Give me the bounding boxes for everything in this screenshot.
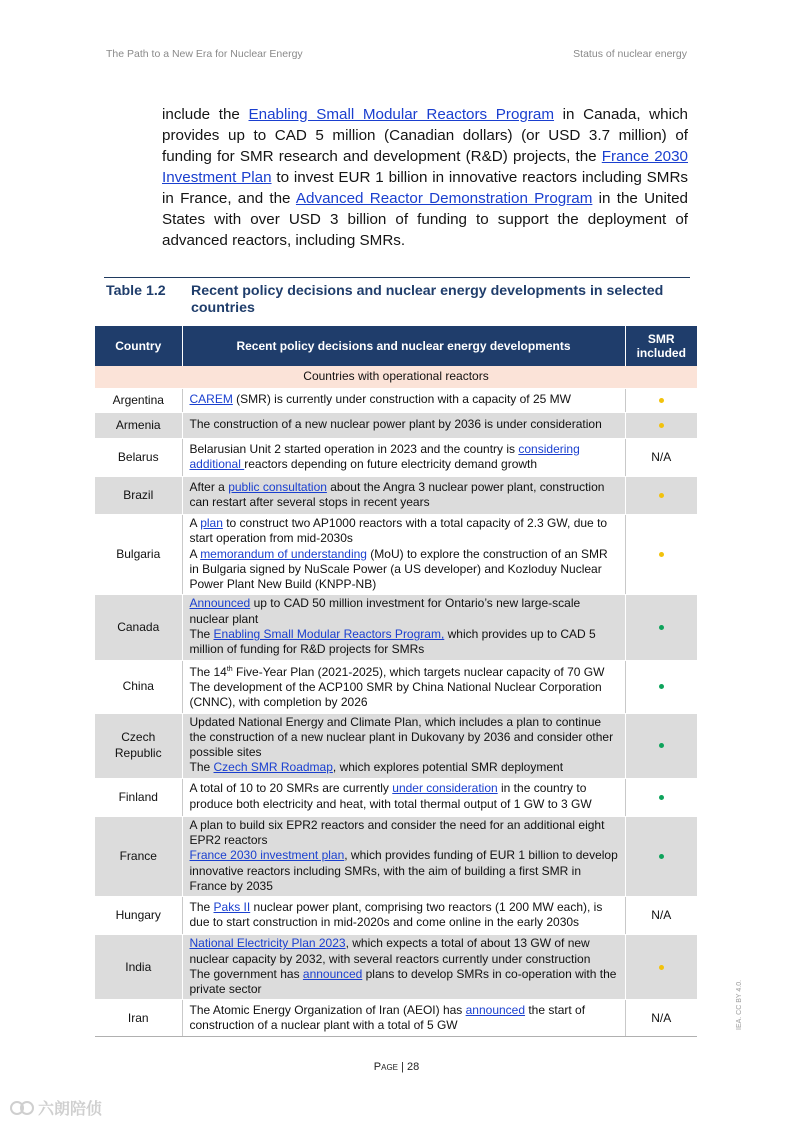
page-separator: | — [401, 1061, 404, 1073]
running-header-title: The Path to a New Era for Nuclear Energy — [106, 48, 303, 60]
smr-cell — [625, 595, 697, 660]
license-note: IEA. CC BY 4.0. — [736, 979, 743, 1030]
policy-table — [95, 326, 697, 1037]
smr-yes-dot-icon — [659, 398, 664, 403]
policy-cell: After a public consultation about the Angra 3 nuclear power plant, construction can restart after several stops in recent years — [182, 477, 625, 515]
smr-cell — [625, 816, 697, 896]
country-cell: Belarus — [95, 439, 182, 477]
smr-cell: N/A — [625, 439, 697, 477]
smr-cell — [625, 413, 697, 439]
smr-yes-dot-icon — [659, 795, 664, 800]
country-cell: Brazil — [95, 477, 182, 515]
smr-yes-dot-icon — [659, 854, 664, 859]
policy-cell: The 14th Five-Year Plan (2021-2025), which targets nuclear capacity of 70 GW The development of the ACP100 SMR by China National Nuclear Corporation (CNNC), with completion by 2026 — [182, 660, 625, 713]
smr-cell — [625, 935, 697, 1000]
table-row-india — [95, 935, 697, 1000]
table-row-czech-republic — [95, 713, 697, 778]
link-announced[interactable]: Announced — [189, 596, 251, 611]
smr-cell — [625, 660, 697, 713]
section-label: Countries with operational reactors — [95, 366, 697, 389]
watermark-logo-icon — [10, 1100, 34, 1116]
table-caption — [104, 277, 690, 317]
smr-yes-dot-icon — [659, 423, 664, 428]
table-title: Recent policy decisions and nuclear energy developments in selected countries — [191, 283, 664, 316]
smr-cell — [625, 477, 697, 515]
smr-yes-dot-icon — [659, 684, 664, 689]
policy-cell: A plan to build six EPR2 reactors and consider the need for an additional eight EPR2 reactors France 2030 investment plan, which provides funding of EUR 1 billion to develop innovative reactors including SMRs, with the aim of building a first SMR in France by 2035 — [182, 816, 625, 896]
country-cell: Finland — [95, 778, 182, 816]
policy-cell: A plan to construct two AP1000 reactors with a total capacity of 2.3 GW, due to start operation from mid-2030s A memorandum of understanding (MoU) to explore the construction of an SMR in Bulgaria signed by NuScale Power (a US developer) and Kozloduy Nuclear Power Plant New Build (KNPP-NB) — [182, 515, 625, 595]
table-row-france — [95, 816, 697, 896]
watermark — [10, 1096, 102, 1119]
policy-cell: CAREM (SMR) is currently under construction with a capacity of 25 MW — [182, 389, 625, 413]
table-row-iran — [95, 1000, 697, 1037]
link-enabling-smr-program-table[interactable]: Enabling Small Modular Reactors Program, — [213, 627, 445, 642]
smr-yes-dot-icon — [659, 552, 664, 557]
smr-yes-dot-icon — [659, 965, 664, 970]
link-france-2030-investment-plan[interactable]: France 2030 investment plan — [189, 848, 345, 863]
smr-cell — [625, 389, 697, 413]
table-number: Table 1.2 — [106, 283, 166, 299]
country-cell: Argentina — [95, 389, 182, 413]
intro-paragraph: include the Enabling Small Modular Reactors Program in Canada, which provides up to CAD 5 million (Canadian dollars) (or USD 3.7 million) of funding for SMR research and development (R&D) projects, the France 2030 Investment Plan to invest EUR 1 billion in innovative reactors including SMRs in France, and the Advanced Reactor Demonstration Program in the United States with over USD 3 billion of funding to support the deployment of advanced reactors, including SMRs. — [162, 106, 689, 249]
link-czech-smr-roadmap[interactable]: Czech SMR Roadmap — [213, 760, 333, 775]
link-france-2030-plan[interactable]: France 2030 Investment Plan — [162, 148, 688, 186]
country-cell: Hungary — [95, 897, 182, 935]
policy-cell: Announced up to CAD 50 million investment for Ontario’s new large-scale nuclear plant The Enabling Small Modular Reactors Program, which provides up to CAD 5 million of funding for R&D projects for SMRs — [182, 595, 625, 660]
column-header-country: Country — [95, 326, 182, 366]
link-announced-india[interactable]: announced — [302, 966, 363, 981]
smr-cell: N/A — [625, 1000, 697, 1037]
page-number: 28 — [406, 1061, 420, 1073]
link-under-consideration[interactable]: under consideration — [392, 781, 498, 796]
table-header-row — [95, 326, 697, 366]
smr-cell — [625, 515, 697, 595]
table-row-hungary — [95, 897, 697, 935]
table-row-china — [95, 660, 697, 713]
link-public-consultation[interactable]: public consultation — [228, 479, 327, 494]
table-row-belarus — [95, 439, 697, 477]
country-cell: Canada — [95, 595, 182, 660]
table-row-argentina — [95, 389, 697, 413]
link-advanced-reactor-demo-program[interactable]: Advanced Reactor Demonstration Program — [295, 190, 593, 207]
running-header-section: Status of nuclear energy — [573, 48, 687, 60]
watermark-text: 六朗陪侦 — [38, 1101, 103, 1118]
smr-cell: N/A — [625, 897, 697, 935]
country-cell: Iran — [95, 1000, 182, 1037]
smr-yes-dot-icon — [659, 493, 664, 498]
policy-cell: The construction of a new nuclear power plant by 2036 is under consideration — [182, 413, 625, 439]
link-national-electricity-plan[interactable]: National Electricity Plan 2023 — [189, 936, 346, 951]
link-carem[interactable]: CAREM — [189, 392, 233, 407]
section-row — [95, 366, 697, 389]
table-row-finland — [95, 778, 697, 816]
country-cell: China — [95, 660, 182, 713]
link-paks-ii[interactable]: Paks II — [213, 899, 251, 914]
country-cell: Czech Republic — [95, 713, 182, 778]
smr-yes-dot-icon — [659, 743, 664, 748]
country-cell: Armenia — [95, 413, 182, 439]
column-header-policy: Recent policy decisions and nuclear energy developments — [182, 326, 625, 366]
link-announced-iran[interactable]: announced — [465, 1002, 526, 1017]
link-enabling-smr-program[interactable]: Enabling Small Modular Reactors Program — [248, 106, 555, 123]
policy-cell: A total of 10 to 20 SMRs are currently under consideration in the country to produce both electricity and heat, with total thermal output of 1 GW to 3 GW — [182, 778, 625, 816]
column-header-smr: SMR included — [625, 326, 697, 366]
page-footer — [0, 1061, 793, 1073]
policy-cell: The Atomic Energy Organization of Iran (AEOI) has announced the start of construction of a nuclear plant with a total of 5 GW — [182, 1000, 625, 1037]
table-row-armenia — [95, 413, 697, 439]
country-cell: India — [95, 935, 182, 1000]
link-memorandum-of-understanding[interactable]: memorandum of understanding — [200, 546, 367, 561]
table-row-bulgaria — [95, 515, 697, 595]
policy-cell: Belarusian Unit 2 started operation in 2023 and the country is considering additional reactors depending on future electricity demand growth — [182, 439, 625, 477]
table-row-canada — [95, 595, 697, 660]
country-cell: France — [95, 816, 182, 896]
link-considering-additional[interactable]: considering additional — [189, 441, 580, 471]
table-row-brazil — [95, 477, 697, 515]
smr-yes-dot-icon — [659, 625, 664, 630]
link-plan[interactable]: plan — [200, 516, 223, 530]
policy-cell: The Paks II nuclear power plant, comprising two reactors (1 200 MW each), is due to start construction in mid-2020s and come online in the early 2030s — [182, 897, 625, 935]
policy-cell: Updated National Energy and Climate Plan, which includes a plan to continue the construction of a new nuclear plant in Dukovany by 2036 and consider other possible sites The Czech SMR Roadmap, which explores potential SMR deployment — [182, 713, 625, 778]
country-cell: Bulgaria — [95, 515, 182, 595]
smr-cell — [625, 778, 697, 816]
smr-cell — [625, 713, 697, 778]
policy-cell: National Electricity Plan 2023, which expects a total of about 13 GW of new nuclear capacity by 2032, with several reactors currently under construction The government has announced plans to develop SMRs in co-operation with the private sector — [182, 935, 625, 1000]
page-label: Page — [373, 1061, 398, 1073]
